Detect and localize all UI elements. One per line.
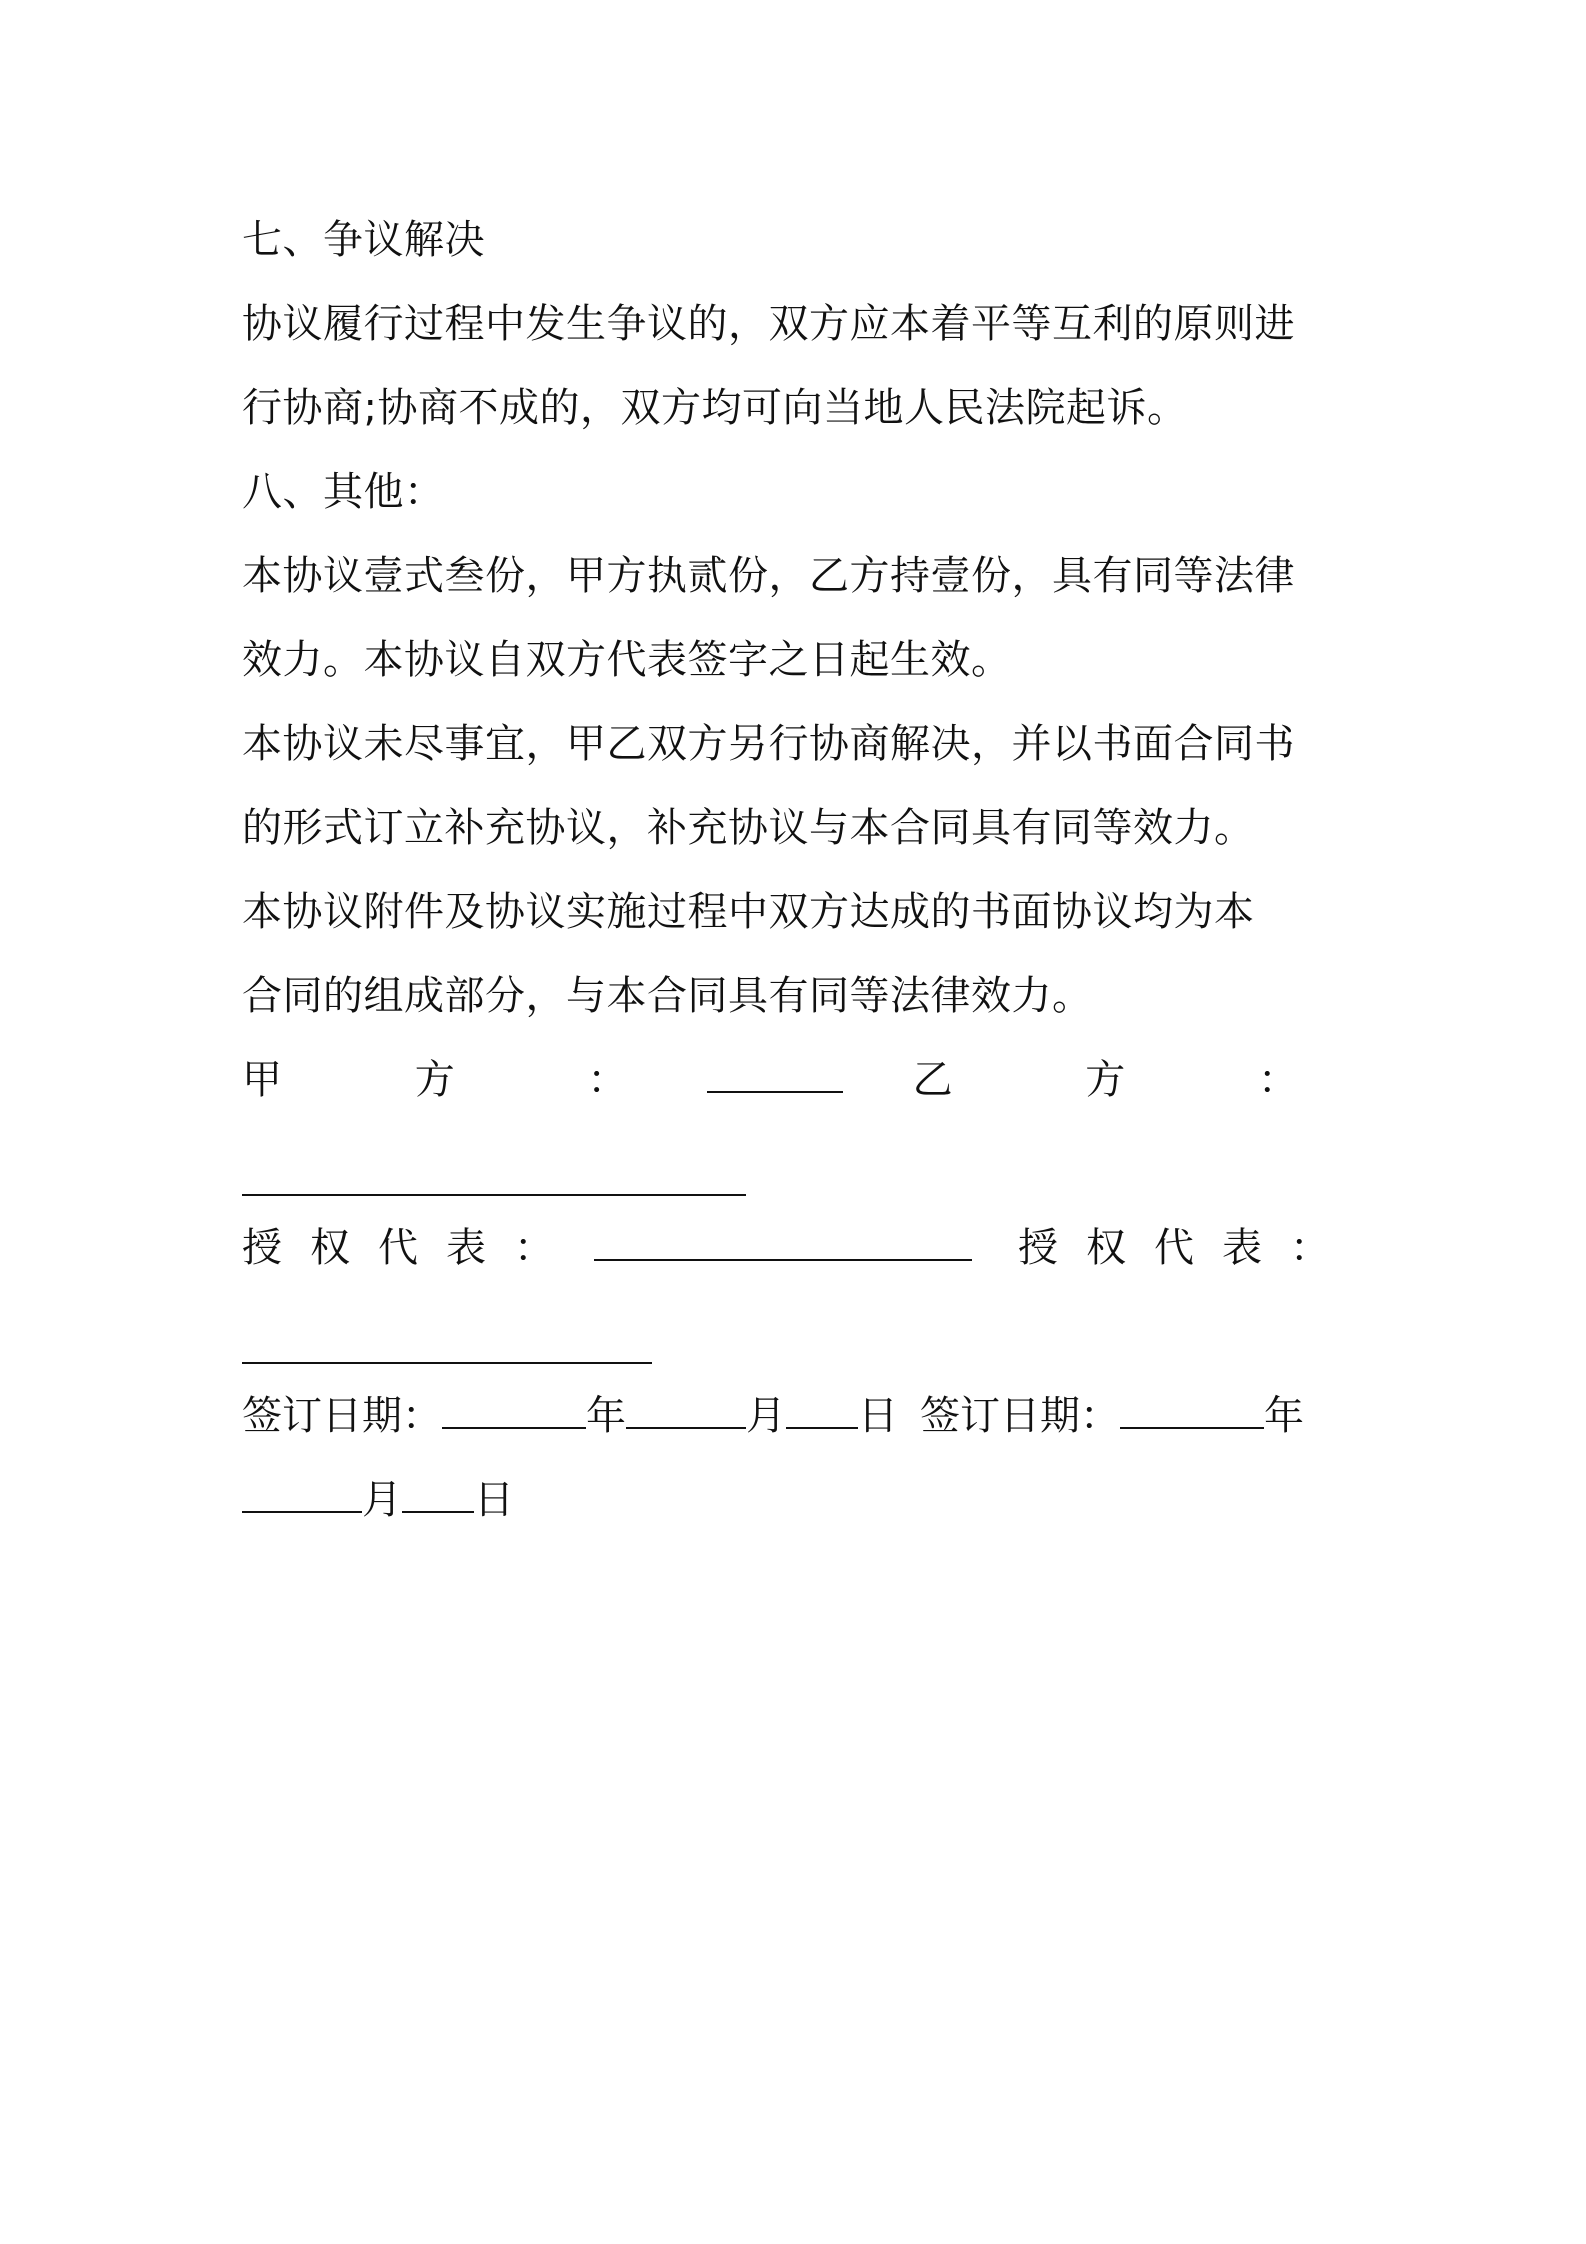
rep-b-signature-blank bbox=[242, 1310, 652, 1364]
section-8-p3-line-2: 合同的组成部分，与本合同具有同等法律效力。 bbox=[242, 973, 1093, 1019]
date-b-year-unit: 年 bbox=[1264, 1393, 1304, 1439]
date-b-continuation-row bbox=[242, 1458, 1358, 1542]
rep-a-label: 授权代表： bbox=[242, 1225, 582, 1271]
date-row bbox=[242, 1374, 1358, 1458]
party-a-label: 甲 方 ： bbox=[242, 1057, 688, 1103]
date-b-month-blank bbox=[242, 1459, 362, 1513]
section-8-heading: 八、其他： bbox=[242, 469, 445, 515]
rep-b-blank-row bbox=[242, 1290, 1358, 1374]
date-b-day-blank bbox=[402, 1459, 474, 1513]
section-8-p3-line-1: 本协议附件及协议实施过程中双方达成的书面协议均为本 bbox=[242, 889, 1255, 935]
date-b-day-unit: 日 bbox=[474, 1477, 514, 1523]
section-7-heading: 七、争议解决 bbox=[242, 217, 485, 263]
section-8-p2-line-1: 本协议未尽事宜，甲乙双方另行协商解决，并以书面合同书 bbox=[242, 721, 1295, 767]
party-b-blank-row bbox=[242, 1122, 1358, 1206]
section-8-p1-line-2: 效力。本协议自双方代表签字之日起生效。 bbox=[242, 637, 1012, 683]
date-a-day-unit: 日 bbox=[858, 1393, 898, 1439]
date-a-month-blank bbox=[626, 1375, 746, 1429]
date-b-label: 签订日期： bbox=[920, 1393, 1120, 1439]
date-b-month-unit: 月 bbox=[362, 1477, 402, 1523]
date-a-month-unit: 月 bbox=[746, 1393, 786, 1439]
date-a-label: 签订日期： bbox=[242, 1393, 442, 1439]
party-signature-row bbox=[242, 1038, 1358, 1122]
party-a-signature-blank bbox=[707, 1039, 842, 1093]
section-8-p2-line-2: 的形式订立补充协议，补充协议与本合同具有同等效力。 bbox=[242, 805, 1255, 851]
document-page bbox=[242, 198, 1358, 1542]
rep-a-signature-blank bbox=[594, 1207, 972, 1261]
party-b-signature-blank bbox=[242, 1142, 746, 1196]
section-8-p1-line-1: 本协议壹式叁份，甲方执贰份，乙方持壹份，具有同等法律 bbox=[242, 553, 1295, 599]
party-b-label: 乙 方 ： bbox=[912, 1057, 1358, 1103]
date-a-day-blank bbox=[786, 1375, 858, 1429]
section-7-text-line-1: 协议履行过程中发生争议的，双方应本着平等互利的原则进 bbox=[242, 301, 1295, 347]
rep-b-label: 授权代表： bbox=[1018, 1225, 1358, 1271]
date-b-year-blank bbox=[1120, 1375, 1264, 1429]
date-a-year-unit: 年 bbox=[586, 1393, 626, 1439]
section-7-text-line-2: 行协商;协商不成的，双方均可向当地人民法院起诉。 bbox=[242, 385, 1188, 431]
representative-signature-row bbox=[242, 1206, 1358, 1290]
date-a-year-blank bbox=[442, 1375, 586, 1429]
